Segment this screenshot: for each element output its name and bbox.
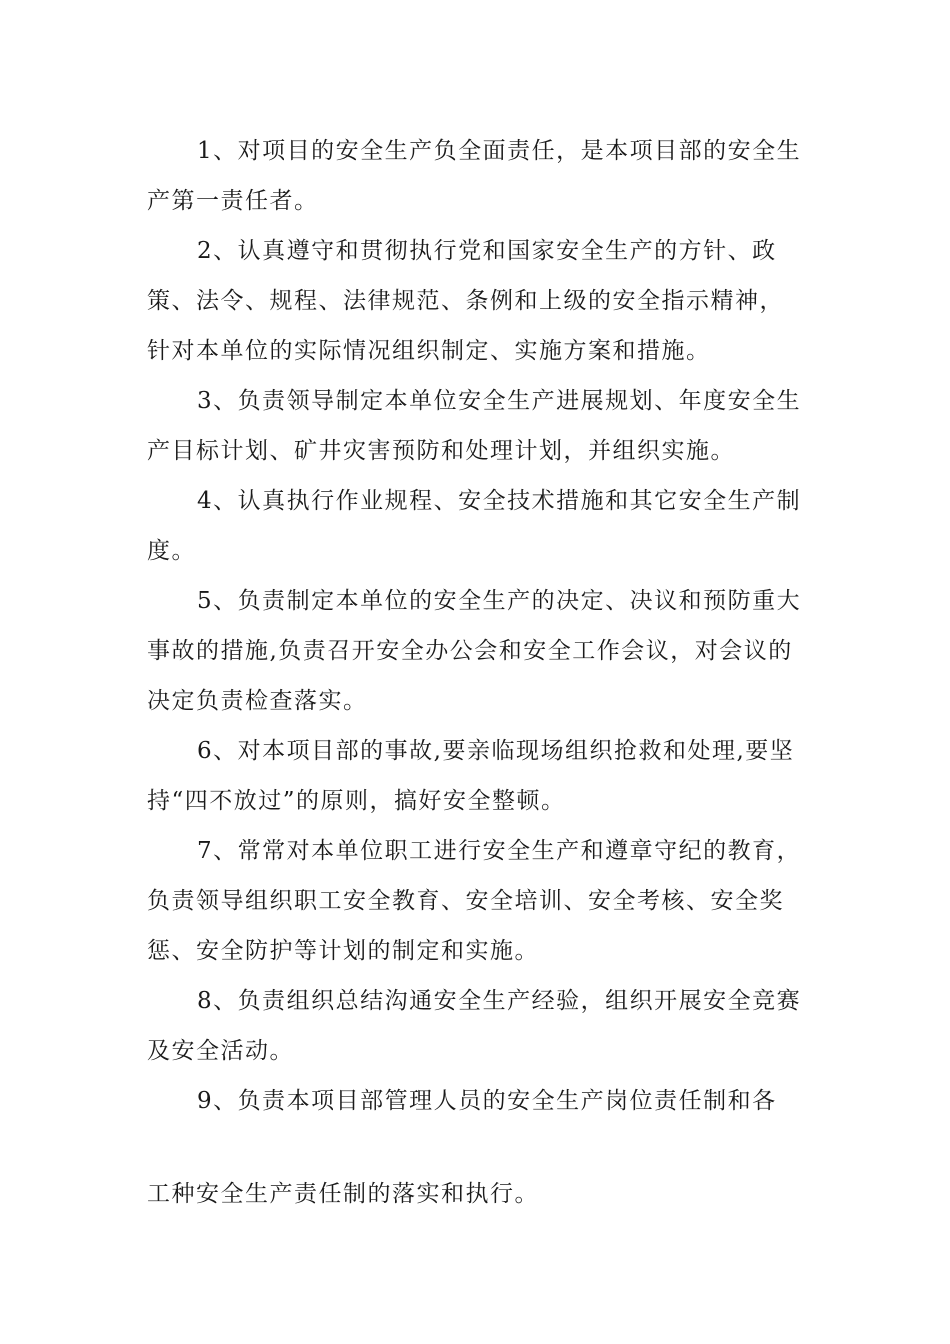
- responsibility-list: [147, 126, 807, 1126]
- paragraph-2: 2、认真遵守和贯彻执行党和国家安全生产的方针、政策、法令、规程、法律规范、条例和上级的安全指示精神，针对本单位的实际情况组织制定、实施方案和措施。: [147, 238, 784, 364]
- paragraph-5: 5、负责制定本单位的安全生产的决定、决议和预防重大事故的措施,负责召开安全办公会和安全工作会议，对会议的决定负责检查落实。: [147, 588, 802, 714]
- paragraph-9-continuation: 工种安全生产责任制的落实和执行。: [147, 1181, 539, 1207]
- paragraph-4: 4、认真执行作业规程、安全技术措施和其它安全生产制度。: [147, 488, 802, 564]
- paragraph-9: 9、负责本项目部管理人员的安全生产岗位责任制和各: [197, 1088, 777, 1114]
- paragraph-7: 7、常常对本单位职工进行安全生产和遵章守纪的教育，负责领导组织职工安全教育、安全培训、安全考核、安全奖惩、安全防护等计划的制定和实施。: [147, 838, 802, 964]
- paragraph-3: 3、负责领导制定本单位安全生产进展规划、年度安全生产目标计划、矿井灾害预防和处理计划，并组织实施。: [147, 388, 802, 464]
- paragraph-8: 8、负责组织总结沟通安全生产经验，组织开展安全竞赛及安全活动。: [147, 988, 802, 1064]
- paragraph-1: 1、对项目的安全生产负全面责任，是本项目部的安全生产第一责任者。: [147, 138, 802, 214]
- paragraph-6: 6、对本项目部的事故,要亲临现场组织抢救和处理,要坚持“四不放过”的原则，搞好安全整顿。: [147, 738, 795, 814]
